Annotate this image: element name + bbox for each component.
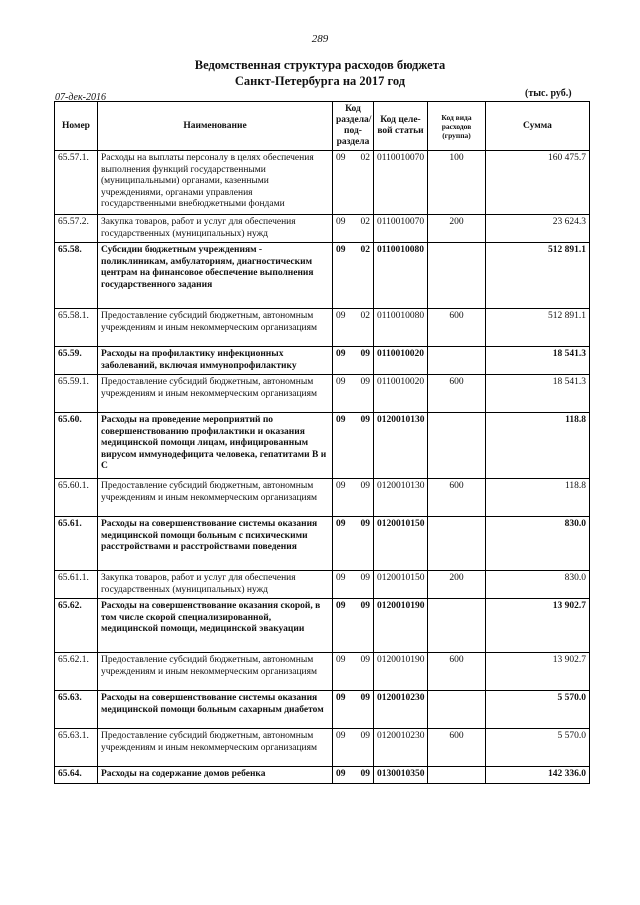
row-name: Расходы на совершенствование оказания скорой, в том числе скорой специализированной, медицинской помощи, медицинской эвакуации bbox=[98, 599, 333, 653]
row-sum: 118.8 bbox=[486, 413, 590, 479]
row-sum: 142 336.0 bbox=[486, 767, 590, 784]
section-code: 09 bbox=[336, 217, 346, 227]
row-section-code bbox=[333, 375, 374, 413]
row-section-code bbox=[333, 243, 374, 309]
table-row bbox=[55, 479, 590, 517]
row-number: 65.58.1. bbox=[55, 309, 98, 347]
row-expense-code bbox=[428, 599, 486, 653]
table-row bbox=[55, 691, 590, 729]
row-expense-code: 200 bbox=[428, 571, 486, 599]
row-sum: 118.8 bbox=[486, 479, 590, 517]
table-row bbox=[55, 347, 590, 375]
row-section-code bbox=[333, 347, 374, 375]
row-expense-code: 600 bbox=[428, 479, 486, 517]
row-sum: 18 541.3 bbox=[486, 375, 590, 413]
row-name: Расходы на совершенствование системы оказания медицинской помощи больным сахарным диабетом bbox=[98, 691, 333, 729]
row-expense-code: 600 bbox=[428, 309, 486, 347]
section-code: 09 bbox=[336, 693, 346, 703]
row-target-code: 0110010020 bbox=[374, 375, 428, 413]
subsection-code: 09 bbox=[360, 731, 370, 741]
table-row bbox=[55, 571, 590, 599]
row-expense-code bbox=[428, 691, 486, 729]
subsection-code: 02 bbox=[360, 153, 370, 163]
units-label: (тыс. руб.) bbox=[525, 88, 572, 99]
row-expense-code bbox=[428, 767, 486, 784]
row-sum: 5 570.0 bbox=[486, 691, 590, 729]
row-name: Расходы на выплаты персоналу в целях обеспечения выполнения функций государственными (муниципальными) органами, казенными учреждениями, органами управления государственными внебюджетными фондами bbox=[98, 151, 333, 215]
table-row bbox=[55, 653, 590, 691]
row-section-code bbox=[333, 653, 374, 691]
row-expense-code bbox=[428, 347, 486, 375]
subsection-code: 09 bbox=[360, 601, 370, 611]
row-number: 65.63.1. bbox=[55, 729, 98, 767]
row-sum: 830.0 bbox=[486, 517, 590, 571]
row-section-code bbox=[333, 479, 374, 517]
table-header-row bbox=[55, 102, 590, 151]
row-target-code: 0120010130 bbox=[374, 479, 428, 517]
row-expense-code bbox=[428, 243, 486, 309]
row-target-code: 0110010080 bbox=[374, 243, 428, 309]
row-section-code bbox=[333, 151, 374, 215]
row-sum: 23 624.3 bbox=[486, 215, 590, 243]
row-name: Расходы на профилактику инфекционных заболеваний, включая иммунопрофилактику bbox=[98, 347, 333, 375]
row-name: Предоставление субсидий бюджетным, автономным учреждениям и иным некоммерческим организациям bbox=[98, 729, 333, 767]
row-sum: 13 902.7 bbox=[486, 653, 590, 691]
row-sum: 512 891.1 bbox=[486, 309, 590, 347]
col-header-number: Номер bbox=[55, 102, 98, 151]
row-number: 65.63. bbox=[55, 691, 98, 729]
row-section-code bbox=[333, 517, 374, 571]
row-number: 65.64. bbox=[55, 767, 98, 784]
section-code: 09 bbox=[336, 601, 346, 611]
row-number: 65.58. bbox=[55, 243, 98, 309]
section-code: 09 bbox=[336, 153, 346, 163]
row-section-code bbox=[333, 691, 374, 729]
row-section-code bbox=[333, 729, 374, 767]
row-number: 65.60.1. bbox=[55, 479, 98, 517]
row-expense-code bbox=[428, 413, 486, 479]
subsection-code: 09 bbox=[360, 693, 370, 703]
row-name: Расходы на совершенствование системы оказания медицинской помощи больным с психическими расстройствами и расстройствами поведения bbox=[98, 517, 333, 571]
table-row bbox=[55, 215, 590, 243]
subsection-code: 02 bbox=[360, 311, 370, 321]
row-section-code bbox=[333, 571, 374, 599]
row-section-code bbox=[333, 767, 374, 784]
col-header-sum: Сумма bbox=[486, 102, 590, 151]
row-expense-code: 600 bbox=[428, 653, 486, 691]
section-code: 09 bbox=[336, 519, 346, 529]
section-code: 09 bbox=[336, 245, 346, 255]
row-section-code bbox=[333, 413, 374, 479]
row-name: Предоставление субсидий бюджетным, автономным учреждениям и иным некоммерческим организациям bbox=[98, 375, 333, 413]
row-name: Субсидии бюджетным учреждениям - поликлиникам, амбулаториям, диагностическим центрам на финансовое обеспечение выполнения государственного задания bbox=[98, 243, 333, 309]
section-code: 09 bbox=[336, 415, 346, 425]
section-code: 09 bbox=[336, 311, 346, 321]
col-header-section: Код раздела/ под-раздела bbox=[333, 102, 374, 151]
subsection-code: 09 bbox=[360, 655, 370, 665]
table-row bbox=[55, 151, 590, 215]
row-expense-code: 200 bbox=[428, 215, 486, 243]
row-target-code: 0110010070 bbox=[374, 151, 428, 215]
row-target-code: 0120010230 bbox=[374, 729, 428, 767]
row-number: 65.59. bbox=[55, 347, 98, 375]
row-sum: 512 891.1 bbox=[486, 243, 590, 309]
row-target-code: 0120010150 bbox=[374, 571, 428, 599]
row-expense-code: 600 bbox=[428, 729, 486, 767]
table-row bbox=[55, 413, 590, 479]
row-target-code: 0120010150 bbox=[374, 517, 428, 571]
row-target-code: 0120010190 bbox=[374, 599, 428, 653]
row-name: Закупка товаров, работ и услуг для обеспечения государственных (муниципальных) нужд bbox=[98, 215, 333, 243]
row-expense-code: 100 bbox=[428, 151, 486, 215]
row-name: Предоставление субсидий бюджетным, автономным учреждениям и иным некоммерческим организациям bbox=[98, 479, 333, 517]
row-name: Расходы на проведение мероприятий по совершенствованию профилактики и оказания медицинской помощи лицам, инфицированным вирусом иммунодефицита человека, гепатитами В и С bbox=[98, 413, 333, 479]
section-code: 09 bbox=[336, 377, 346, 387]
section-code: 09 bbox=[336, 481, 346, 491]
row-target-code: 0120010130 bbox=[374, 413, 428, 479]
row-name: Закупка товаров, работ и услуг для обеспечения государственных (муниципальных) нужд bbox=[98, 571, 333, 599]
subsection-code: 09 bbox=[360, 377, 370, 387]
subsection-code: 09 bbox=[360, 349, 370, 359]
row-target-code: 0110010020 bbox=[374, 347, 428, 375]
row-sum: 830.0 bbox=[486, 571, 590, 599]
row-number: 65.61.1. bbox=[55, 571, 98, 599]
row-name: Предоставление субсидий бюджетным, автономным учреждениям и иным некоммерческим организациям bbox=[98, 309, 333, 347]
table-row bbox=[55, 375, 590, 413]
table-row bbox=[55, 309, 590, 347]
row-section-code bbox=[333, 599, 374, 653]
row-expense-code bbox=[428, 517, 486, 571]
page-number: 289 bbox=[311, 33, 329, 45]
row-expense-code: 600 bbox=[428, 375, 486, 413]
subsection-code: 02 bbox=[360, 245, 370, 255]
table-row bbox=[55, 517, 590, 571]
row-number: 65.60. bbox=[55, 413, 98, 479]
col-header-target: Код целе-вой статьи bbox=[374, 102, 428, 151]
subsection-code: 02 bbox=[360, 217, 370, 227]
table-row bbox=[55, 767, 590, 784]
table-row bbox=[55, 599, 590, 653]
row-number: 65.62.1. bbox=[55, 653, 98, 691]
row-sum: 5 570.0 bbox=[486, 729, 590, 767]
row-target-code: 0120010230 bbox=[374, 691, 428, 729]
row-target-code: 0130010350 bbox=[374, 767, 428, 784]
row-number: 65.62. bbox=[55, 599, 98, 653]
row-number: 65.57.2. bbox=[55, 215, 98, 243]
section-code: 09 bbox=[336, 655, 346, 665]
section-code: 09 bbox=[336, 573, 346, 583]
title-line-2: Санкт-Петербурга на 2017 год bbox=[234, 74, 406, 88]
row-target-code: 0110010080 bbox=[374, 309, 428, 347]
col-header-name: Наименование bbox=[98, 102, 333, 151]
row-section-code bbox=[333, 309, 374, 347]
row-target-code: 0110010070 bbox=[374, 215, 428, 243]
col-header-expense-type: Код вида расходов (группа) bbox=[428, 102, 486, 151]
row-number: 65.59.1. bbox=[55, 375, 98, 413]
row-name: Расходы на содержание домов ребенка bbox=[98, 767, 333, 784]
budget-table bbox=[54, 101, 590, 784]
section-code: 09 bbox=[336, 731, 346, 741]
section-code: 09 bbox=[336, 769, 346, 779]
row-number: 65.57.1. bbox=[55, 151, 98, 215]
subsection-code: 09 bbox=[360, 769, 370, 779]
row-sum: 18 541.3 bbox=[486, 347, 590, 375]
subsection-code: 09 bbox=[360, 415, 370, 425]
table-row bbox=[55, 243, 590, 309]
row-target-code: 0120010190 bbox=[374, 653, 428, 691]
subsection-code: 09 bbox=[360, 481, 370, 491]
row-sum: 160 475.7 bbox=[486, 151, 590, 215]
section-code: 09 bbox=[336, 349, 346, 359]
row-section-code bbox=[333, 215, 374, 243]
subsection-code: 09 bbox=[360, 519, 370, 529]
row-sum: 13 902.7 bbox=[486, 599, 590, 653]
table-row bbox=[55, 729, 590, 767]
row-number: 65.61. bbox=[55, 517, 98, 571]
document-title bbox=[0, 57, 640, 89]
document-date: 07-дек-2016 bbox=[55, 92, 106, 103]
row-name: Предоставление субсидий бюджетным, автономным учреждениям и иным некоммерческим организациям bbox=[98, 653, 333, 691]
subsection-code: 09 bbox=[360, 573, 370, 583]
title-line-1: Ведомственная структура расходов бюджета bbox=[194, 58, 446, 72]
